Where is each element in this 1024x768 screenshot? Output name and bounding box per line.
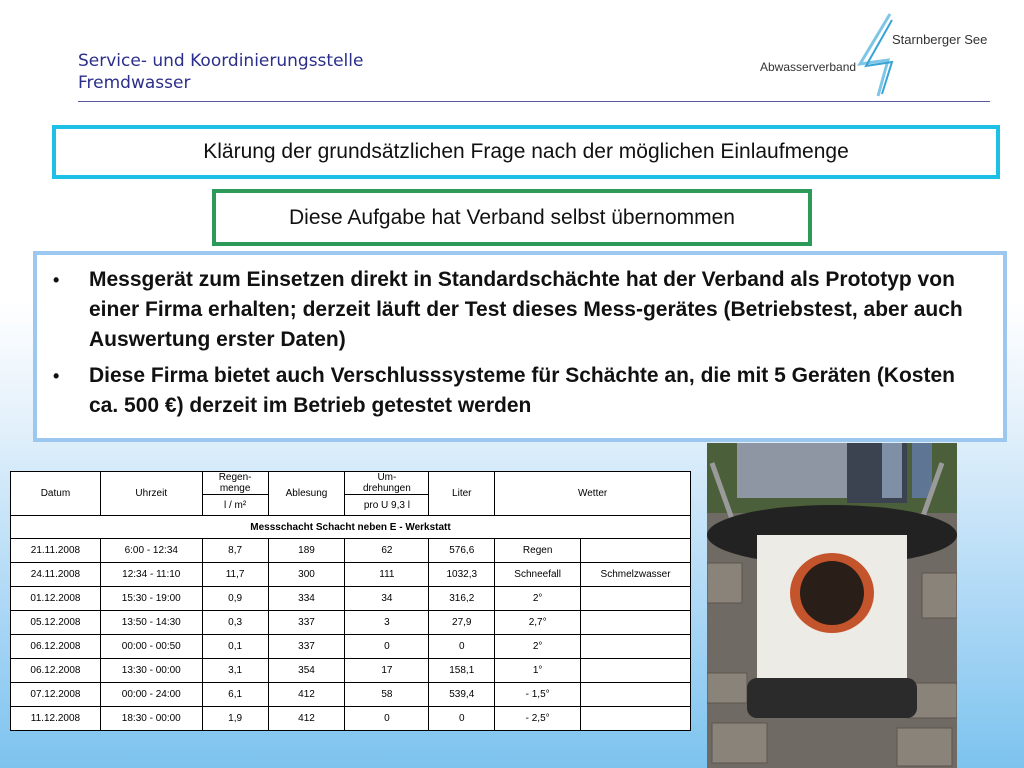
cell-liter: 576,6 — [429, 539, 495, 563]
task-text: Diese Aufgabe hat Verband selbst übernommen — [289, 205, 735, 229]
col-ablesung: Ablesung — [268, 472, 345, 516]
cell-datum: 06.12.2008 — [11, 635, 101, 659]
cell-wetter: 1° — [495, 659, 581, 683]
cell-uhrzeit: 6:00 - 12:34 — [100, 539, 202, 563]
cell-datum: 24.11.2008 — [11, 563, 101, 587]
cell-datum: 21.11.2008 — [11, 539, 101, 563]
bullet-icon: • — [53, 366, 60, 386]
cell-umdrehungen: 0 — [345, 635, 429, 659]
unit-um: pro U 9,3 l — [345, 495, 429, 516]
unit-regen: l / m² — [202, 495, 268, 516]
cell-umdrehungen: 34 — [345, 587, 429, 611]
cell-datum: 05.12.2008 — [11, 611, 101, 635]
cell-regenmenge: 1,9 — [202, 707, 268, 731]
table-row — [11, 659, 691, 683]
table-row — [11, 707, 691, 731]
cell-wetter-note — [581, 539, 691, 563]
table-row — [11, 611, 691, 635]
logo-name: Starnberger See — [892, 32, 988, 47]
bullet-text: Diese Firma bietet auch Verschlusssysteme für Schächte an, die mit 5 Geräten (Kosten ca. 500 €) derzeit im Betrieb getestet werden — [89, 364, 955, 417]
header-divider — [78, 101, 990, 102]
cell-liter: 316,2 — [429, 587, 495, 611]
device-photo — [707, 443, 957, 768]
cell-wetter: - 1,5° — [495, 683, 581, 707]
cell-wetter: 2,7° — [495, 611, 581, 635]
col-regen: Regen- menge — [202, 472, 268, 495]
logo — [760, 10, 990, 100]
table-row — [11, 683, 691, 707]
cell-wetter-note — [581, 707, 691, 731]
col-uhrzeit: Uhrzeit — [100, 472, 202, 516]
cell-regenmenge: 8,7 — [202, 539, 268, 563]
cell-regenmenge: 3,1 — [202, 659, 268, 683]
cell-datum: 11.12.2008 — [11, 707, 101, 731]
table-header-row — [11, 472, 691, 495]
cell-uhrzeit: 15:30 - 19:00 — [100, 587, 202, 611]
col-umdrehungen: Um- drehungen — [345, 472, 429, 495]
logo-subtitle: Abwasserverband — [760, 60, 857, 74]
cell-wetter: 2° — [495, 587, 581, 611]
cell-uhrzeit: 00:00 - 00:50 — [100, 635, 202, 659]
cell-wetter: - 2,5° — [495, 707, 581, 731]
cell-ablesung: 300 — [268, 563, 345, 587]
cell-regenmenge: 0,9 — [202, 587, 268, 611]
cell-ablesung: 189 — [268, 539, 345, 563]
bullet-item — [53, 265, 985, 355]
cell-umdrehungen: 58 — [345, 683, 429, 707]
logo-wave-icon — [852, 10, 912, 100]
cell-wetter: Schneefall — [495, 563, 581, 587]
cell-liter: 0 — [429, 635, 495, 659]
table-section-row — [11, 516, 691, 539]
header-title-line2: Fremdwasser — [78, 73, 191, 93]
cell-regenmenge: 0,1 — [202, 635, 268, 659]
cell-ablesung: 354 — [268, 659, 345, 683]
cell-regenmenge: 0,3 — [202, 611, 268, 635]
question-text: Klärung der grundsätzlichen Frage nach der möglichen Einlaufmenge — [203, 140, 849, 163]
cell-ablesung: 412 — [268, 707, 345, 731]
cell-uhrzeit: 00:00 - 24:00 — [100, 683, 202, 707]
table-row — [11, 563, 691, 587]
cell-wetter-note — [581, 587, 691, 611]
bullet-text: Messgerät zum Einsetzen direkt in Standardschächte hat der Verband als Prototyp von einer Firma erhalten; derzeit läuft der Test dieses Mess-gerätes (Betriebstest, aber auch Auswertung erster Daten) — [89, 268, 963, 351]
cell-wetter-note — [581, 611, 691, 635]
cell-datum: 07.12.2008 — [11, 683, 101, 707]
cell-liter: 158,1 — [429, 659, 495, 683]
cell-datum: 06.12.2008 — [11, 659, 101, 683]
cell-wetter-note — [581, 635, 691, 659]
cell-regenmenge: 11,7 — [202, 563, 268, 587]
table-row — [11, 587, 691, 611]
cell-wetter: 2° — [495, 635, 581, 659]
header-title-line1: Service- und Koordinierungsstelle — [78, 51, 364, 71]
task-box — [212, 189, 812, 246]
cell-umdrehungen: 17 — [345, 659, 429, 683]
cell-uhrzeit: 13:50 - 14:30 — [100, 611, 202, 635]
section-label: Messschacht Schacht neben E - Werkstatt — [11, 516, 691, 539]
header-title — [78, 50, 363, 94]
cell-liter: 0 — [429, 707, 495, 731]
cell-umdrehungen: 3 — [345, 611, 429, 635]
col-datum: Datum — [11, 472, 101, 516]
col-wetter: Wetter — [495, 472, 691, 516]
bullet-icon: • — [53, 270, 60, 290]
cell-ablesung: 337 — [268, 635, 345, 659]
cell-wetter-note — [581, 683, 691, 707]
cell-liter: 539,4 — [429, 683, 495, 707]
cell-liter: 27,9 — [429, 611, 495, 635]
table-row — [11, 635, 691, 659]
cell-wetter-note: Schmelzwasser — [581, 563, 691, 587]
cell-uhrzeit: 18:30 - 00:00 — [100, 707, 202, 731]
cell-wetter-note — [581, 659, 691, 683]
cell-umdrehungen: 0 — [345, 707, 429, 731]
cell-ablesung: 334 — [268, 587, 345, 611]
measurement-table — [10, 471, 691, 731]
cell-liter: 1032,3 — [429, 563, 495, 587]
table-row — [11, 539, 691, 563]
bullet-item — [53, 361, 985, 421]
cell-uhrzeit: 13:30 - 00:00 — [100, 659, 202, 683]
cell-wetter: Regen — [495, 539, 581, 563]
bullet-box — [33, 251, 1007, 442]
cell-umdrehungen: 62 — [345, 539, 429, 563]
cell-datum: 01.12.2008 — [11, 587, 101, 611]
cell-ablesung: 337 — [268, 611, 345, 635]
cell-umdrehungen: 111 — [345, 563, 429, 587]
cell-uhrzeit: 12:34 - 11:10 — [100, 563, 202, 587]
question-box — [52, 125, 1000, 179]
cell-regenmenge: 6,1 — [202, 683, 268, 707]
cell-ablesung: 412 — [268, 683, 345, 707]
col-liter: Liter — [429, 472, 495, 516]
